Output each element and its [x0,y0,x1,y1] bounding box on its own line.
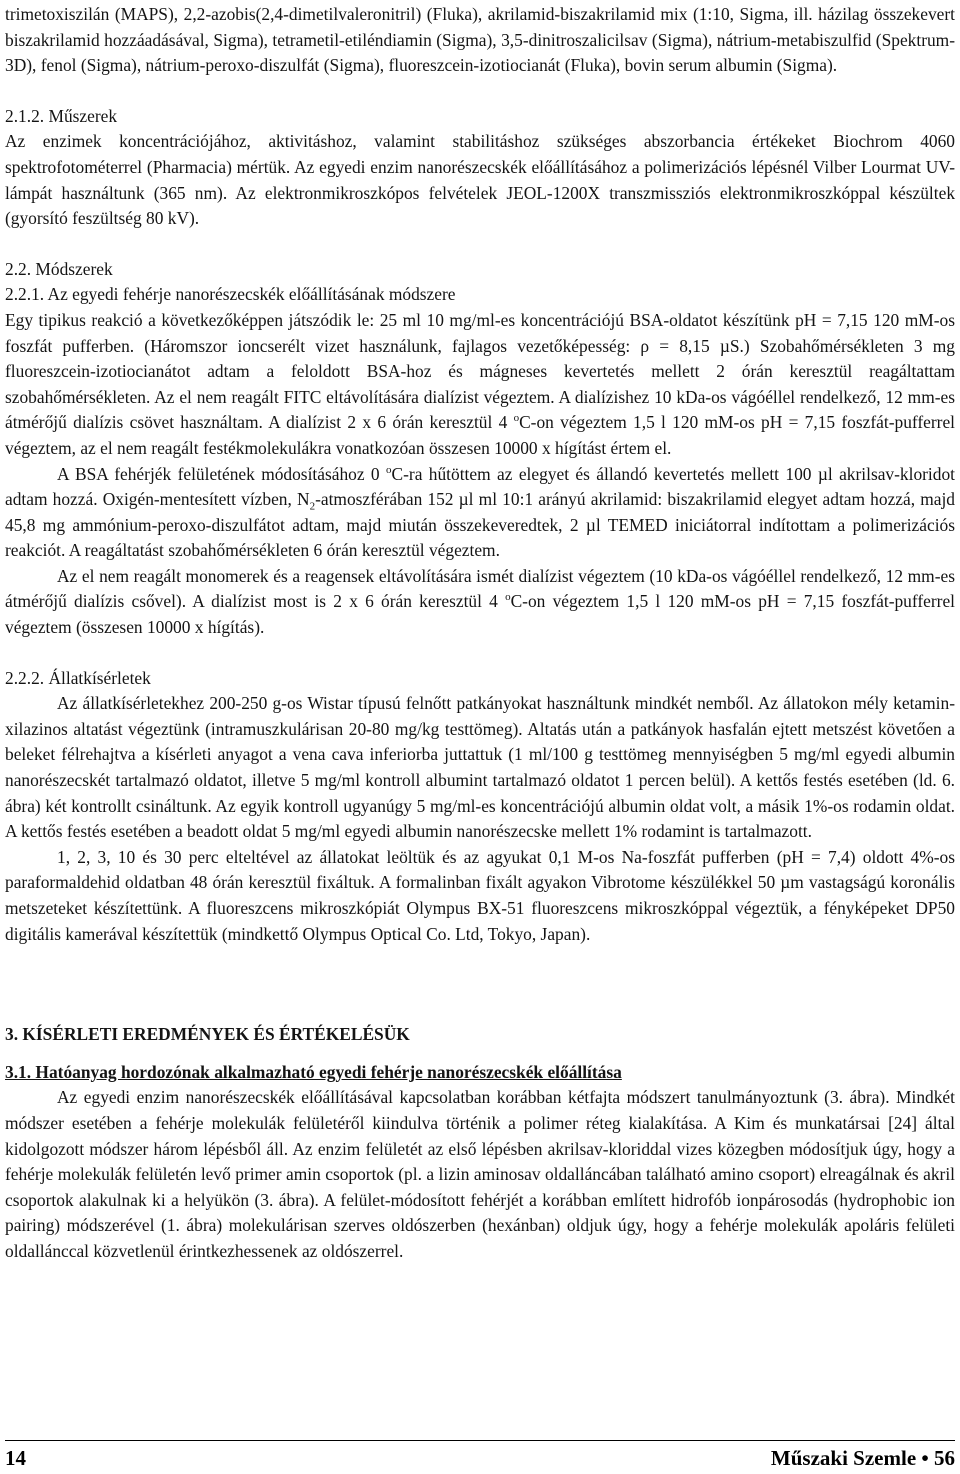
degree-superscript: o [505,591,511,604]
materials-paragraph: trimetoxiszilán (MAPS), 2,2-azobis(2,4-dimetilvaleronitril) (Fluka), akrilamid-biszakrilamid mix (1:10, Sigma, ill. házilag összekevert biszakrilamid hozzáadásával, Sigma), tetrametil-etiléndiamin (Sigma), 3,5-dinitroszalicilsav (Sigma), nátrium-metabiszulfid (Spektrum-3D), fenol (Sigma), nátrium-peroxo-diszulfát (Sigma), fluoreszcein-izotiocianát (Fluka), bovin serum albumin (Sigma). [5,4,955,76]
method-1-text-a: Egy tipikus reakció a következőképpen játszódik le: 25 ml 10 mg/ml-es koncentrációjú BSA-oldatot készítünk pH = 7,15 120 mM-os foszfát pufferben. (Háromszor ioncserélt vizet használunk, fajlagos vezetőképesség: ρ = 8,15 µS.) Szobahőmérsékleten 3 mg fluoreszcein-izotiocianátot adtam a feloldott BSA-hoz és mágneses kevertetés mellett 2 órán keresztül reagáltattam szobahőmérsékleten. Az el nem reagált FITC eltávolítására dialízist végeztem. A dialízishez 10 kDa-os vágóéllel rendelkező, 12 mm-es átmérőjű dialízis csövet használtam. A dialízist 2 x 6 órán keresztül 4 [5,309,955,433]
page-number: 14 [5,1446,26,1470]
heading-instruments: 2.1.2. Műszerek [5,105,118,126]
journal-name: Műszaki Szemle • 56 [770,1446,955,1470]
method-1-text-b2: C-ra hűtöttem az elegyet és állandó kevertetés mellett 100 µl akrilsav-kloridot adtam hozzá. Oxigén-mentesített vízben, N [5,463,955,510]
method-1-paragraph-c [5,564,955,641]
method-2-paragraph-b: 1, 2, 3, 10 és 30 perc elteltével az állatokat leöltük és az agyukat 0,1 M-os Na-foszfát pufferben (pH = 7,4) oldott 4%-os paraformaldehid oldatban 48 órán keresztül fixáltuk. A formalinban fixált agyakon Vibrotome készülékkel 50 µm vastagságú koronális metszeteket készítettünk. A fluoreszcens mikroszkópiát Olympus BX-51 fluoreszcens mikroszkóppal végeztük, a fényképeket DP50 digitális kamerával készítettük (mindkettő Olympus Optical Co. Ltd, Tokyo, Japan). [5,846,955,944]
method-1-text-b1: A BSA fehérjék felületének módosításához 0 [57,463,387,484]
instruments-sentence-3: Az elektronmikroszkópos felvételek JEOL-1200X transzmissziós elektronmikroszkóppal készültek (gyorsító feszültség 80 kV). [5,182,956,229]
spacer [5,972,955,997]
method-1-text-c1: Az el nem reagált monomerek és a reagensek eltávolítására ismét dialízist végeztem (10 kDa-os vágóéllel rendelkező, 12 mm-es átmérőjű dialízis csővel). A dialízist most is 2 x 6 órán keresztül 4 [5,565,955,612]
degree-superscript: o [513,412,520,425]
method-1-text-b3: -atmoszférában 152 µl ml 10:1 arányú akrilamid: biszakrilamid elegyet adtam hozzá, majd 45,8 mg ammónium-peroxo-diszulfátot adtam, majd miután összekeveredtek, 2 µl TEMED iniciátorral indítottam a polimerizációs reakciót. A reagáltatást szobahőmérsékleten 6 órán keresztül végeztem. [5,489,956,561]
page-footer [5,1440,955,1471]
heading-methods: 2.2. Módszerek [5,258,113,279]
spacer [5,947,955,972]
method-1-paragraph-b [5,462,955,564]
heading-results-1: 3.1. Hatóanyag hordozónak alkalmazható egyedi fehérje nanorészecskék előállítása [5,1061,622,1082]
spacer [5,641,955,666]
method-1-paragraph-a [5,308,955,462]
nitrogen-subscript: 2 [309,500,316,513]
instruments-sentence-1: Az enzimek koncentrációjához, aktivitáshoz, valamint stabilitáshoz szükséges abszorbancia értékeket Biochrom 4060 spektrofotométerrel (Pharmacia) mértük. [5,131,955,177]
heading-results: 3. KÍSÉRLETI EREDMÉNYEK ÉS ÉRTÉKELÉSÜK [5,1024,410,1045]
spacer [5,1048,955,1060]
degree-superscript: o [386,463,392,476]
spacer [5,232,955,257]
results-1-paragraph: Az egyedi enzim nanorészecskék előállításával kapcsolatban korábban kétfajta módszert tanulmányoztunk (3. ábra). Mindkét módszer esetében a fehérje molekulák felületéről kiindulva történik a polimer réteg kialakítása. A Kim és munkatársai [24] által kidolgozott módszer három lépésből áll. Az enzim felületét az első lépésben akrilsav-kloriddal vizes közegben módosítjuk úgy, hogy a fehérje molekulák felületén levő primer amin csoportok (pl. a lizin aminosav oldalláncában található amino csoport) elreagálnak és akril csoportok alakulnak ki a helyükön (3. ábra). A felület-módosított fehérjét a korábban említett hidrofób ionpárosodás (hydrophobic ion pairing) módszerével (1. ábra) molekulárisan szerves oldószerben (hexánban) oldjuk úgy, hogy a fehérje molekulák apoláris felületi oldallánccal közvetlenül érintkezhessenek az oldószerrel. [5,1087,955,1261]
heading-method-1: 2.2.1. Az egyedi fehérje nanorészecskék előállításának módszere [5,284,456,305]
spacer [5,997,955,1022]
heading-method-2: 2.2.2. Állatkísérletek [5,667,151,688]
method-1-text-a2: C-on végeztem 1,5 l 120 mM-os pH = 7,15 foszfát-pufferrel végeztem, az el nem reagált festékmolekulákra vonatkozóan összesen 10000 x hígítást értem el. [5,412,956,458]
instruments-paragraph [5,129,955,231]
instruments-sentence-2: Az egyedi enzim nanorészecskék előállításához a polimerizációs lépésnél Vilber Lourmat UV-lámpát használtunk (365 nm). [5,156,956,203]
page-body [5,2,955,1265]
method-1-text-c2: C-on végeztem 1,5 l 120 mM-os pH = 7,15 foszfát-pufferrel végeztem (összesen 10000 x hígítás). [5,591,955,638]
method-2-paragraph-a: Az állatkísérletekhez 200-250 g-os Wistar típusú felnőtt patkányokat használtunk mindkét nemből. Az állatokon mély ketamin-xilazinos altatást végeztünk (intramuszkulárisan 20-80 mg/kg testtömeg). Altatás után a patkányok hasfalán ejtett metszést követően a beleket félrehajtva a kísérleti anyagot a vena cava inferiorba juttattuk (1 ml/100 g testtömeg mennyiségben 5 mg/ml egyedi albumin nanorészecskét tartalmazó oldatot, illetve 5 mg/ml kontroll albumint tartalmazó oldatot 1 percen belül). A kettős festés esetében (ld. 6. ábra) két kontrollt csináltunk. Az egyik kontroll ugyanúgy 5 mg/ml-es koncentrációjú albumin oldat volt, a másik 1%-os rodamin oldat. A kettős festés esetében a beadott oldat 5 mg/ml egyedi albumin nanorészecske mellett 1% rodamint is tartalmazott. [5,693,955,842]
spacer [5,79,955,104]
